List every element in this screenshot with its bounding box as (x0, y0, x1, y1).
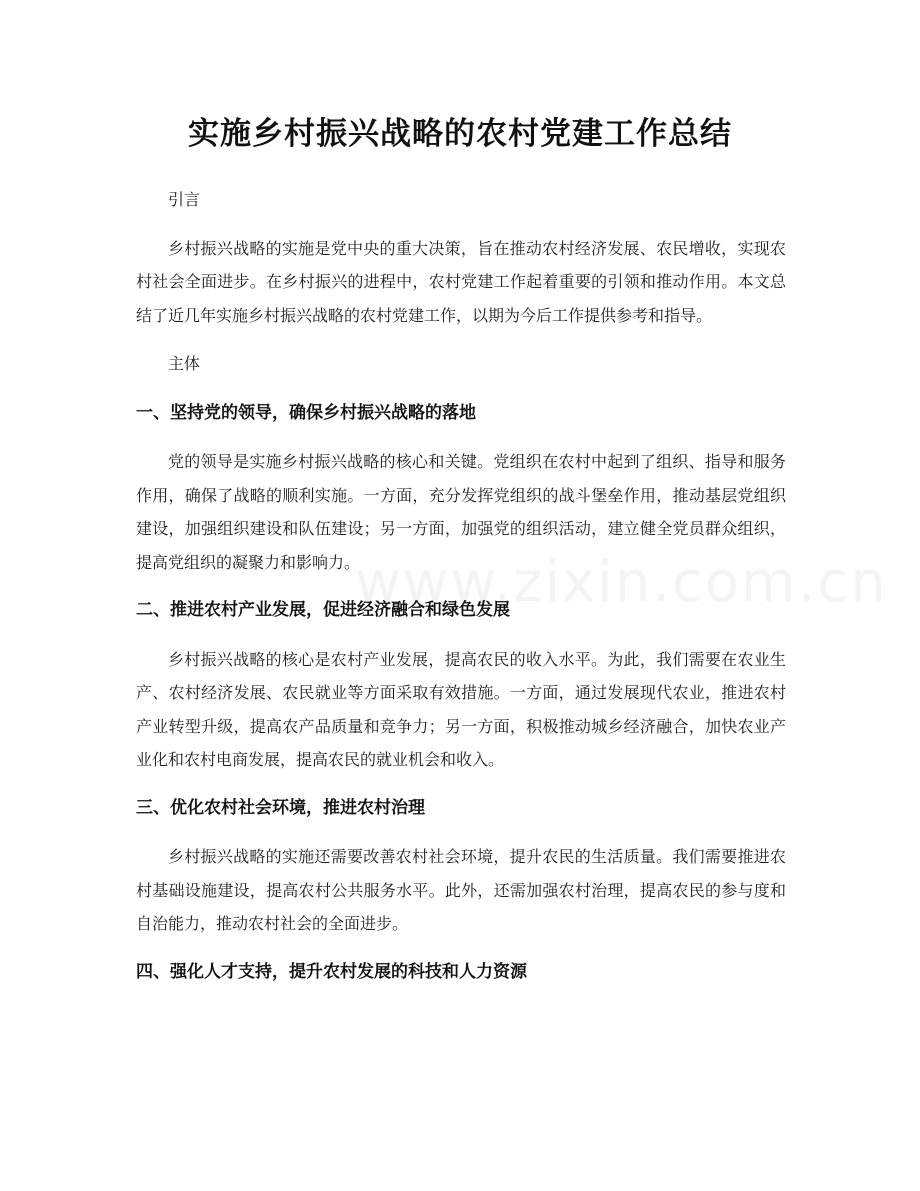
intro-label: 引言 (168, 190, 201, 209)
section-heading-2: 二、推进农村产业发展，促进经济融合和绿色发展 (136, 600, 510, 620)
body-label: 主体 (168, 354, 201, 373)
section-paragraph-1: 党的领导是实施乡村振兴战略的核心和关键。党组织在农村中起到了组织、指导和服务作用，确保了战略的顺利实施。一方面，充分发挥党组织的战斗堡垒作用，推动基层党组织建设，加强组织建设和队伍建设；另一方面，加强党的组织活动，建立健全党员群众组织，提高党组织的凝聚力和影响力。 (136, 452, 786, 572)
section-heading-1: 一、坚持党的领导，确保乡村振兴战略的落地 (136, 402, 476, 423)
section-paragraph-3: 乡村振兴战略的实施还需要改善农村社会环境，提升农民的生活质量。我们需要推进农村基础设施建设，提高农村公共服务水平。此外，还需加强农村治理，提高农民的参与度和自治能力，推动农村社会的全面进步。 (136, 847, 786, 933)
section-heading-4: 四、强化人才支持，提升农村发展的科技和人力资源 (136, 961, 527, 982)
section-paragraph-2: 乡村振兴战略的核心是农村产业发展，提高农民的收入水平。为此，我们需要在农业生产、农村经济发展、农民就业等方面采取有效措施。一方面，通过发展现代农业，推进农村产业转型升级，提高农产品质量和竞争力；另一方面，积极推动城乡经济融合，加快农业产业化和农村电商发展，提高农民的就业机会和收入。 (136, 649, 786, 769)
section-heading-3: 三、优化农村社会环境，推进农村治理 (136, 797, 425, 818)
intro-paragraph: 乡村振兴战略的实施是党中央的重大决策，旨在推动农村经济发展、农民增收，实现农村社会全面进步。在乡村振兴的进程中，农村党建工作起着重要的引领和推动作用。本文总结了近几年实施乡村振兴战略的农村党建工作，以期为今后工作提供参考和指导。 (136, 238, 786, 325)
document-body (136, 183, 786, 989)
document-title: 实施乡村振兴战略的农村党建工作总结 (188, 116, 732, 152)
